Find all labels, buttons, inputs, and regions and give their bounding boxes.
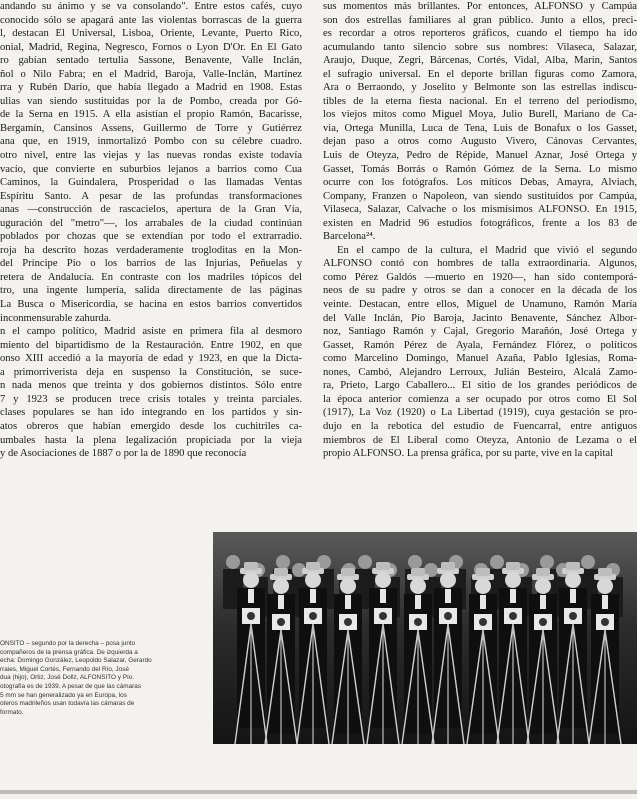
text-line: 7 y 1923 se producen trece crisis totales y treinta parciales. (0, 393, 302, 405)
text-line: y de Asociaciones de 1887 o por la de 1890 que reconocía (0, 448, 247, 460)
text-line: poblados por chozas que se extendían por todo el extrarradio. (0, 231, 302, 243)
text-line: Barcelona²⁴. (323, 231, 376, 243)
text-line: inconmensurable zahurda. (0, 312, 112, 324)
text-line: como Marcelino Domingo, Manuel Azaña, Pablo Iglesias, Roma- (323, 353, 637, 365)
text-line: anas —construcción de rascacielos, apertura de la Gran Vía, (0, 204, 302, 216)
text-line: Espíritu Santo. A pesar de las profundas transformaciones (0, 190, 302, 202)
caption-line: otografía es de 1939. A pesar de que las cámaras (0, 682, 142, 690)
text-line: conocido sólo se apagará ante las violentas borrascas de la guerra (0, 14, 302, 26)
caption-line: echa: Domingo González, Leopoldo Salazar, Gerardo (0, 657, 152, 665)
text-line: onso XIII accedió a la mayoría de edad y 1923, en que la Dicta- (0, 353, 302, 365)
text-line: Caminos, la Guindalera, Prosperidad o las llamadas Ventas (0, 177, 302, 189)
left-text-column (0, 0, 302, 461)
text-line: ro gabían sentado tertulia Sassone, Benavente, Valle Inclán, (0, 55, 302, 67)
text-line: miembros de El Liberal como Oteyza, Antonio de Lezama o el (323, 434, 637, 446)
text-line: existen en Madrid 96 estudios fotográficos, frente a los 83 de (323, 217, 637, 229)
caption-line: dua (hijo), Ortiz, José Dollz, ALFONSITO y Pío. (0, 674, 135, 682)
text-line: Araujo, Duque, Zegri, Bárcenas, Cortés, Vidal, Alba, Marín, Santos (323, 55, 637, 67)
text-line: nones, Cambó, Alejandro Lerroux, Julián Besteiro, Alcalá Zamo- (323, 366, 637, 378)
text-line: roja ha descrito hozas verdaderamente trogloditas en la Mon- (0, 244, 302, 256)
photo-caption (0, 640, 206, 717)
text-line: via, Ortega Munilla, Luca de Tena, Luis de Bonafux o los Gasset, (323, 122, 637, 134)
page-bottom-edge (0, 790, 637, 794)
text-line: acumulando tanto silencio sobre sus nombres: Vilaseca, Salazar, (323, 41, 637, 53)
text-line: sus momentos más brillantes. Por entonces, ALFONSO y Campúa (323, 1, 637, 12)
text-line: rra y Rubén Darío, que había llegado a Madrid en 1908. Estas (0, 82, 302, 94)
text-line: onial, Madrid, Regina, Negresco, Fornos o Lyon D'Or. En El Gato (0, 41, 302, 53)
text-line: otro nivel, entre las viejas y las nuevas rondas existe todavía (0, 150, 302, 162)
text-line: dujo en la rebotica del estudio de Fuencarral, entre antiguos (323, 420, 637, 432)
text-line: neos de su padre y otros se dan a conocer en la década de los (323, 285, 637, 297)
caption-line: ONSITO – segundo por la derecha – posa junto (0, 640, 136, 647)
text-line: retera de Andalucía. En contraste con los madriles tópicos del (0, 271, 302, 283)
text-line: tro, una ingente lumpería, salida directamente de las páginas (0, 285, 302, 297)
text-line: Vilaseca, Salazar, Calvache o los mismísimos ALFONSO. En 1915, (323, 204, 637, 216)
text-line: del Valle Inclán, Pío Baroja, Jacinto Benavente, Sánchez Albor- (323, 312, 637, 324)
text-line: n nada menos que treinta y dos gobiernos distintos. Sólo entre (0, 380, 302, 392)
text-line: de la Serna en 1915. A ella asistían el propio Ramón, Bacarisse, (0, 109, 302, 121)
text-line: uguración del "metro"—, los arrabales de la ciudad continúan (0, 217, 302, 229)
text-line: clases populares se han ido integrando en los partidos y sin- (0, 407, 302, 419)
text-line: Bergamín, Cansinos Assens, Guillermo de Torre y Gutiérrez (0, 122, 302, 134)
text-line: umbales hasta la plena legalización propiciada por la vieja (0, 434, 302, 446)
text-line: los viejos mitos como Miguel Moya, Julio Burell, Mariano de Ca- (323, 109, 637, 121)
right-text-column (323, 0, 637, 461)
text-line: la época anterior comienza a ser ocupado por otros como El Sol (323, 393, 637, 405)
caption-line: formato. (0, 708, 24, 716)
text-line: el sufragio universal. En el deporte brillan figuras como Zamora, (323, 68, 637, 80)
text-line: veinte. Destacan, entre ellos, Miguel de Unamuno, Ramón María (323, 299, 637, 311)
text-line: propio ALFONSO. La prensa gráfica, por su parte, vive en la capital (323, 448, 614, 460)
text-line: La Busca o Misericordia, se hacina en estos barrios convertidos (0, 299, 302, 311)
press-photographers-photo (213, 532, 637, 744)
text-line: dejan paso a otros como Augusto Vivero, Cánovas Cervantes, (323, 136, 637, 148)
text-line: l, destacan El Universal, Lisboa, Oriente, Levante, Puerto Rico, (0, 28, 302, 40)
caption-line: compañeros de la prensa gráfica. De izquierda a (0, 648, 138, 656)
text-line: n el campo político, Madrid asiste en primera fila al desmoro (0, 326, 302, 338)
caption-line: 5 mm se han generalizado ya en Europa, los (0, 691, 127, 699)
text-line: ñol o Nilo Fabra; en el Madrid, Baroja, Valle-Inclán, Martínez (0, 68, 302, 80)
text-line: ana que, en 1919, inmortalizó Pombo con su célebre cuadro. (0, 136, 302, 148)
text-line: son dos estrellas familiares al gran público. Junto a ellos, preci- (323, 14, 637, 26)
text-line: En el campo de la cultura, el Madrid que vivió el segundo (337, 244, 637, 256)
photo-image (213, 532, 637, 744)
text-line: Gasset, Tomás Borrás o Ramón Gómez de la Serna. Lo mismo (323, 163, 637, 175)
text-line: ulias van siendo sustituidas por la de Pombo, creada por Gó- (0, 95, 302, 107)
text-line: ocurre con los fotógrafos. Los míticos Debas, Amayra, Alviach, (323, 177, 637, 189)
text-line: vacío, que convierte en suburbios lejanos a barrios como Cua (0, 163, 302, 175)
text-line: del Príncipe Pío o los barrios de las Injurias, Peñuelas y (0, 258, 302, 270)
text-line: ra, Prieto, Largo Caballero... El sitio de los grandes periódicos de (323, 380, 637, 392)
text-line: es recordar a otros reporteros gráficos, cuando el tiempo ha ido (323, 28, 637, 40)
text-line: tibles de la eterna fiesta nacional. En el terreno del periodismo, (323, 95, 637, 107)
text-line: miento del bipartidismo de la Restauración. Entre 1902, en que (0, 339, 302, 351)
text-line: a primorriverista deja en suspenso la Constitución, se suce- (0, 366, 302, 378)
caption-line: rraies, Miguel Cortés, Fernando del Río, José (0, 665, 129, 673)
text-line: andando su ánimo y se va consolando". Entre estos cafés, cuyo (0, 1, 302, 12)
text-line: Gasset, Ramón Pérez de Ayala, Fernández Flórez, o políticos (323, 339, 637, 351)
text-line: como Pérez Galdós —muerto en 1920—, han sido contemporá- (323, 271, 637, 283)
caption-line: oteros madrileños usan todavía las cámaras de (0, 700, 135, 708)
text-line: ALFONSO contó con hombres de talla extraordinaria. Algunos, (323, 258, 637, 270)
text-line: (1917), La Voz (1920) o La Libertad (1919), cuya gestación se pro- (323, 407, 637, 419)
text-line: Luis de Oteyza, Pedro de Répide, Manuel Aznar, José Ortega y (323, 150, 637, 162)
text-line: atos obreros que habían emergido desde los cuchitriles ca- (0, 420, 302, 432)
text-line: Ara o Berraondo, y Joselito y Belmonte son las estrellas indiscu- (323, 82, 637, 94)
text-line: noz, Santiago Ramón y Cajal, Gregorio Marañón, José Ortega y (323, 326, 637, 338)
text-line: Company, Franzen o Napoleon, van siendo sustituidos por Campúa, (323, 190, 637, 202)
